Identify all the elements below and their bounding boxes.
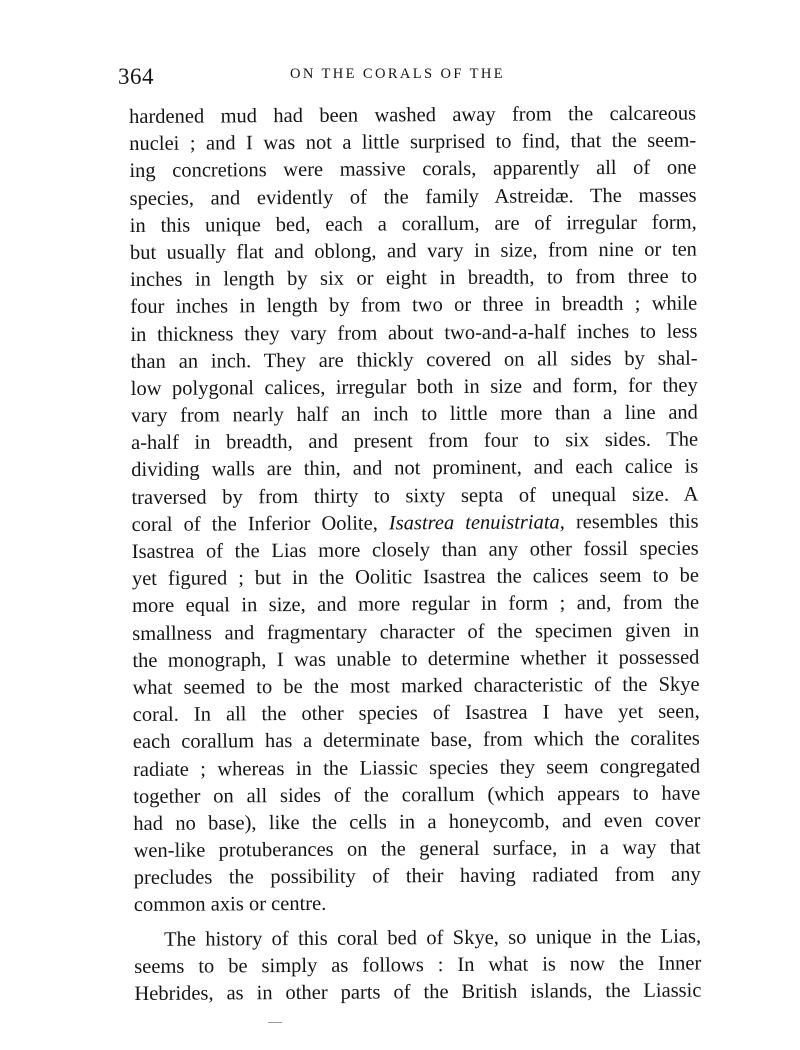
page-number: 364 (118, 64, 154, 89)
text-line: nuclei ; and I was not a little surprised to find, that the seem- (129, 129, 697, 156)
text-line: radiate ; whereas in the Liassic species they seem congregated (132, 755, 701, 781)
text-line: common axis or centre. (133, 893, 327, 917)
text-line: traversed by from thirty to sixty septa of unequal size. A (131, 483, 699, 509)
text-line: in this unique bed, each a corallum, are of irregular form, (129, 211, 697, 237)
text-line: but usually flat and oblong, and vary in size, from nine or ten (129, 238, 697, 264)
text-line: species, and evidently of the family Astreidæ. The masses (129, 184, 697, 210)
text-line: precludes the possibility of their having radiated from any (133, 863, 701, 890)
text-line: Isastrea of the Lias more closely than any other fossil species (131, 537, 699, 563)
text-line: hardened mud had been washed away from the calcareous (129, 102, 697, 128)
text-line: smallness and fragmentary character of the specimen given in (132, 619, 700, 645)
text-line: coral of the Inferior Oolite, Isastrea tenuistriata, resembles this (131, 510, 699, 536)
text-line: dividing walls are thin, and not prominent, and each calice is (131, 455, 699, 482)
text-line: yet figured ; but in the Oolitic Isastrea the calices seem to be (131, 564, 699, 591)
text-line: seems to be simply as follows : In what is now the Inner (134, 952, 702, 978)
species-name-italic: Isastrea tenuistriata (388, 511, 560, 535)
text-line: inches in length by six or eight in breadth, to from three to (130, 265, 698, 292)
text-line: coral. In all the other species of Isastrea I have yet seen, (132, 700, 700, 727)
text-line: more equal in size, and more regular in form ; and, from the (132, 591, 700, 618)
text-line: the monograph, I was unable to determine whether it possessed (132, 646, 700, 672)
text-line: each corallum has a determinate base, from which the coralites (132, 727, 700, 754)
text-line: a-half in breadth, and present from four to six sides. The (131, 428, 699, 455)
text-line: together on all sides of the corallum (which appears to have (133, 782, 701, 808)
text-line: what seemed to be the most marked characteristic of the Skye (132, 673, 700, 699)
text-line: than an inch. They are thickly covered on all sides by shal- (130, 347, 698, 373)
running-title: ON THE CORALS OF THE (290, 66, 506, 82)
text-line: ing concretions were massive corals, apparently all of one (129, 156, 697, 183)
page-mark (268, 1022, 282, 1023)
body-text (129, 101, 702, 1009)
text-line: Hebrides, as in other parts of the British islands, the Liassic (134, 979, 702, 1005)
text-line: four inches in length by from two or three in breadth ; while (130, 292, 698, 319)
text-line: vary from nearly half an inch to little more than a line and (130, 401, 698, 428)
text-line: in thickness they vary from about two-and-a-half inches to less (130, 320, 698, 346)
text-line: low polygonal calices, irregular both in size and form, for they (130, 374, 698, 400)
text-line: The history of this coral bed of Skye, so unique in the Lias, (164, 925, 702, 951)
text-line: wen-like protuberances on the general surface, in a way that (133, 836, 701, 863)
text-line: had no base), like the cells in a honeycomb, and even cover (133, 809, 701, 835)
